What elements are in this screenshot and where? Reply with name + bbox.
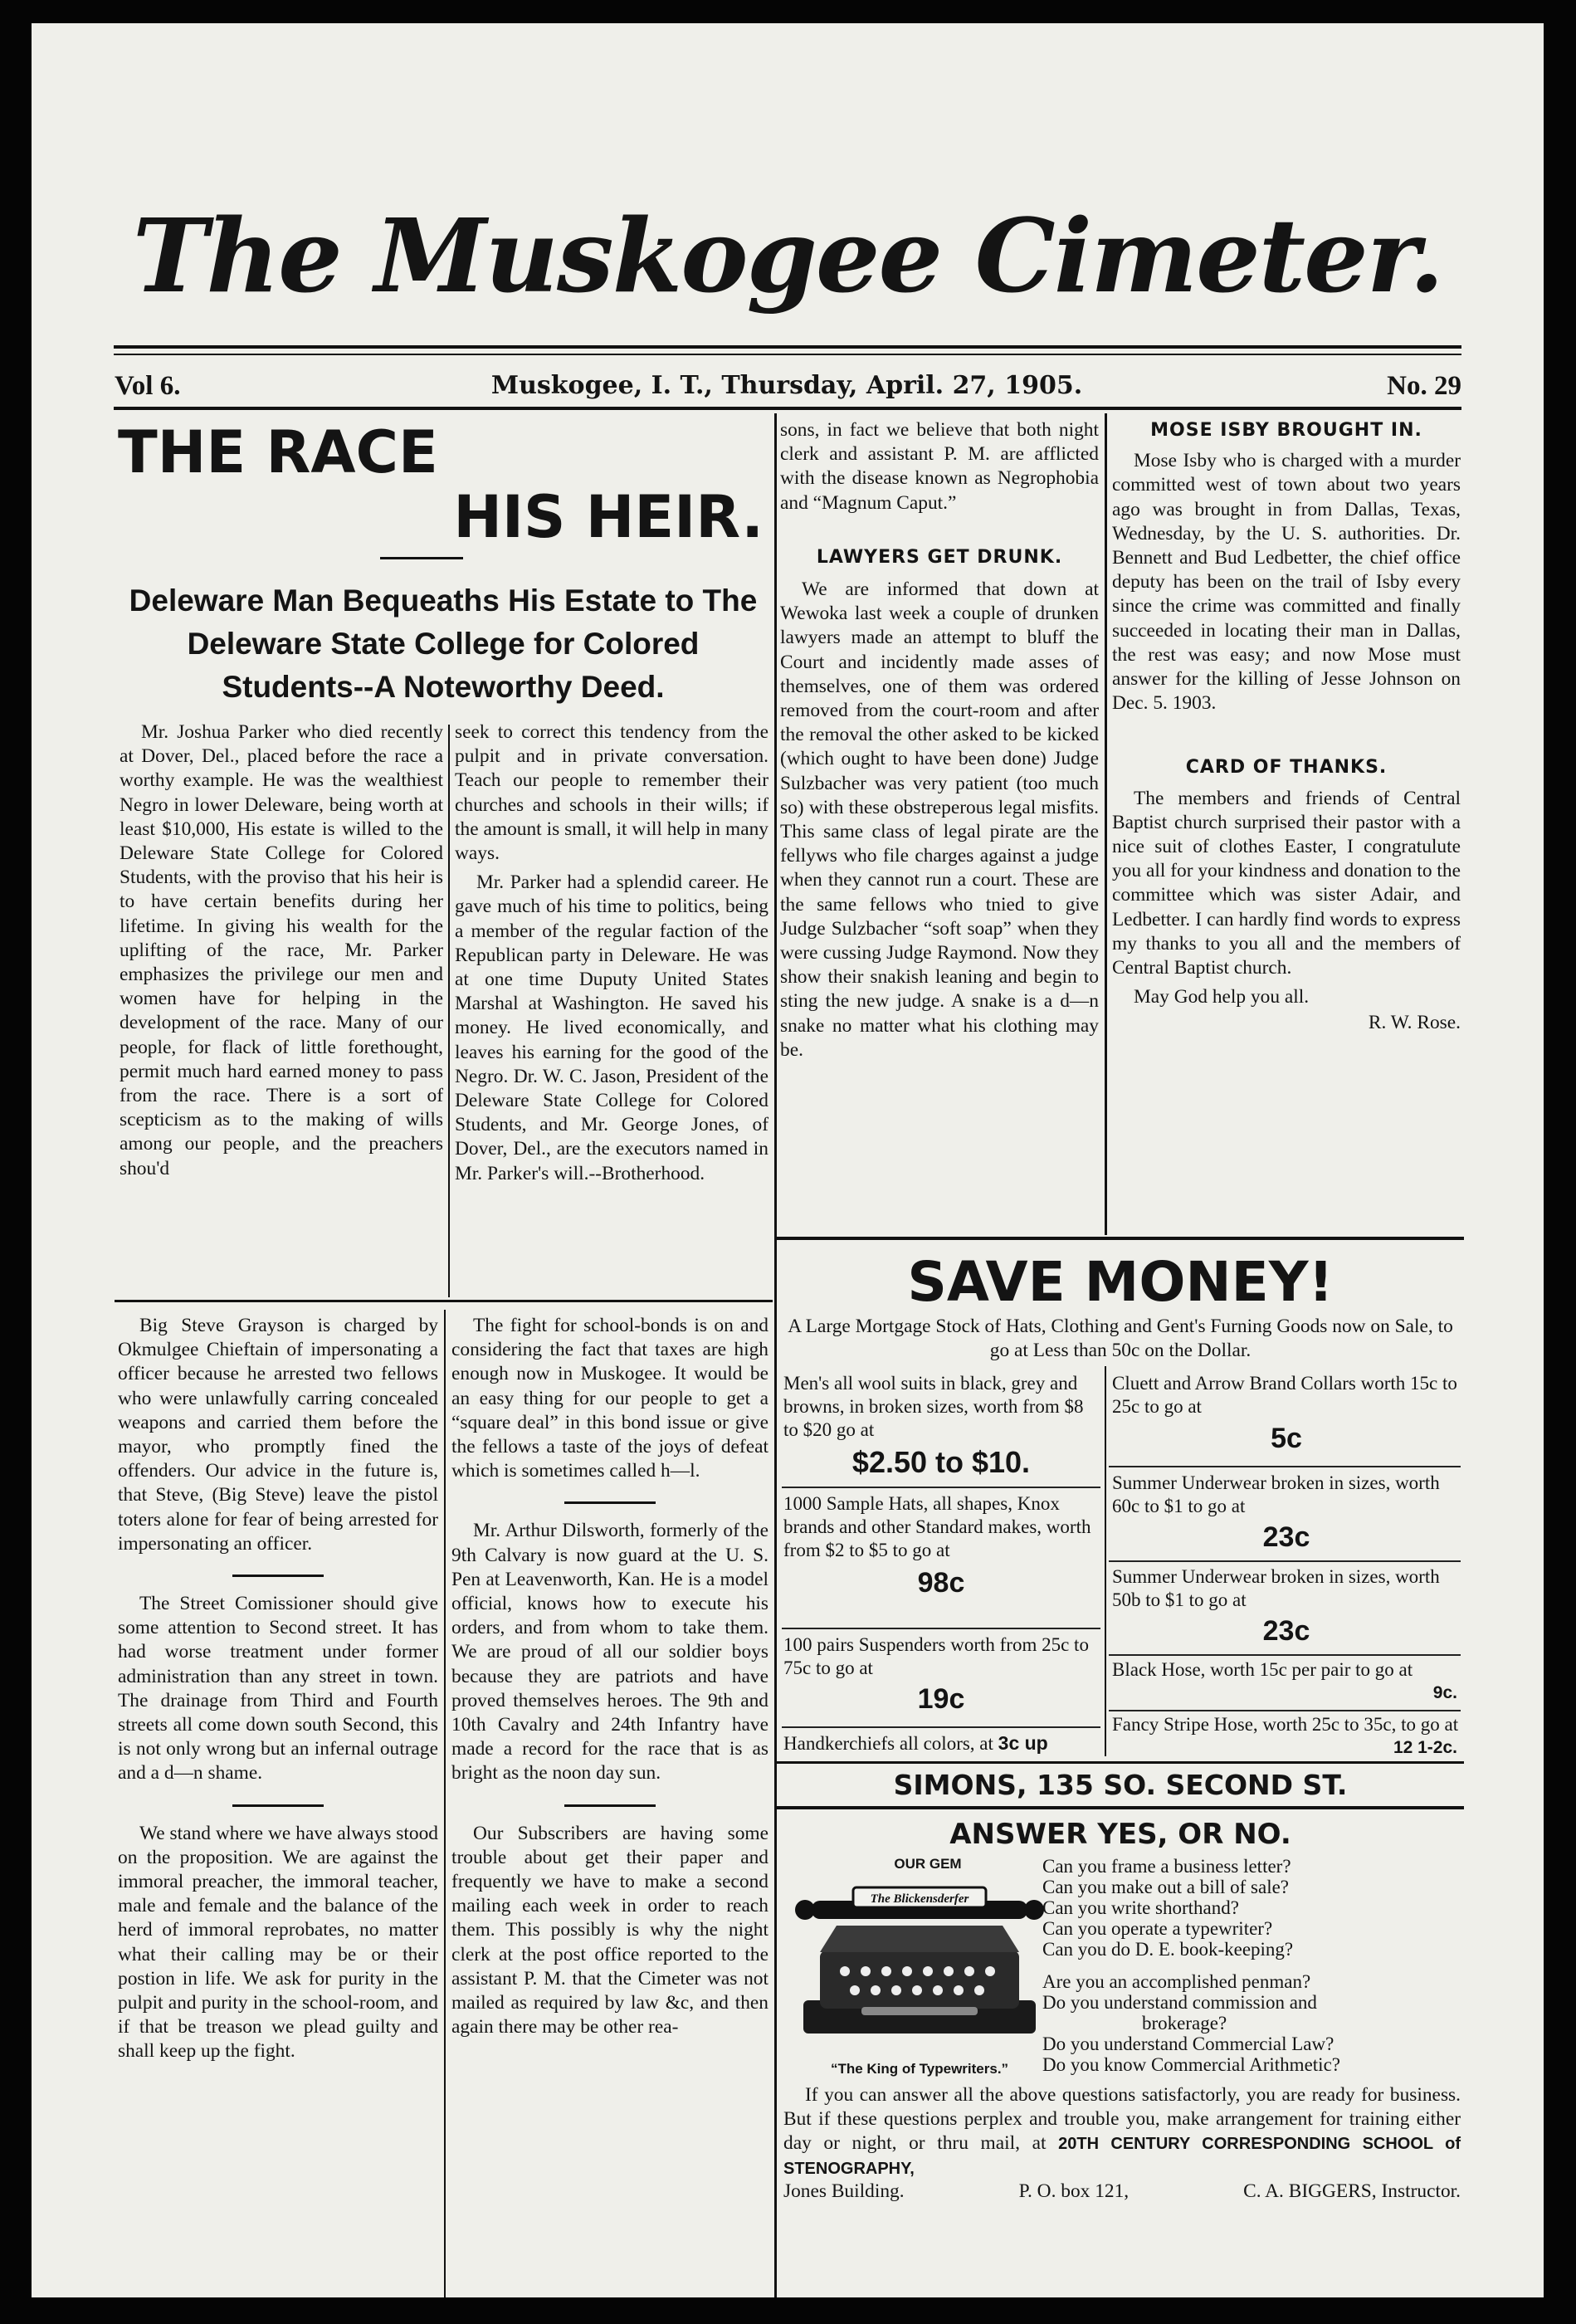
ad-item-hats	[783, 1492, 1099, 1604]
cell-rule	[782, 1726, 1100, 1728]
typewriter-caption: “The King of Typewriters.”	[830, 2061, 1009, 2077]
ad-item-fancy-hose	[1112, 1713, 1461, 1757]
ad-item-text: Men's all wool suits in black, grey and browns, in broken sizes, worth from $8 to $20 go at	[783, 1373, 1084, 1440]
ad-item-price: 19c	[917, 1683, 965, 1715]
school-ad-footer	[783, 2180, 1461, 2204]
our-gem-label: OUR GEM	[894, 1856, 962, 1872]
ad-item-price: 12 1-2c.	[1393, 1738, 1457, 1757]
lead-column-rule	[448, 725, 450, 1297]
newspaper-page	[32, 23, 1544, 2297]
ad-item-suspenders	[783, 1633, 1099, 1718]
cell-rule	[782, 1628, 1100, 1629]
school-address: Jones Building.	[783, 2180, 905, 2202]
typewriter-brand: The Blickensderfer	[870, 1892, 969, 1906]
ad-item-price: 23c	[1262, 1615, 1310, 1647]
ad-item-text: 1000 Sample Hats, all shapes, Knox brands and other Standard makes, worth from $2 to $5 to go at	[783, 1493, 1091, 1560]
masthead-rule-bottom	[114, 407, 1461, 410]
question: Can you frame a business letter?	[1042, 1856, 1291, 1877]
cell-rule	[782, 1487, 1100, 1488]
store-address: SIMONS, 135 SO. SECOND ST.	[893, 1769, 1348, 1801]
thanks-headline: CARD OF THANKS.	[1185, 757, 1388, 779]
separator	[232, 1575, 324, 1577]
lead-column-2	[455, 720, 768, 1186]
ad-item-text: Cluett and Arrow Brand Collars worth 15c to 25c to go at	[1112, 1373, 1457, 1417]
ad-item-suits	[783, 1372, 1099, 1483]
cell-rule	[1109, 1710, 1461, 1711]
school-ad-text: If you can answer all the above questions satisfactorly, you are ready for business. But if these questions perplex and trouble you, make arrangement for training either day or night, or thru mail, at	[783, 2084, 1461, 2154]
ad-item-underwear-2	[1112, 1565, 1461, 1650]
lead-paragraph: Mr. Joshua Parker who died recently at Dover, Del., placed before the race a worthy example. He was the wealthiest Negro in lower Deleware, being worth at least $10,000, His estate is willed to the Deleware State College for Colored Students, with the proviso that his heir is to have certain benefits during her lifetime. In giving his wealth for the uplifting of the race, Mr. Parker emphasizes the privilege our men and women have for helping in the development of the race. Many of our people, for flack of little forethought, permit much hard earned money to pass from the race. There is a sort of scepticism as to the making of wills among our people, and the preachers shou'd	[120, 721, 443, 1179]
masthead-rule-top-thin	[114, 354, 1461, 355]
question: Do you understand Commercial Law?	[1042, 2034, 1334, 2054]
question: Can you operate a typewriter?	[1042, 1918, 1273, 1939]
continued-text: sons, in fact we believe that both night clerk and assistant P. M. are afflicted with the disease known as Negrophobia and “Magnum Caput.”	[780, 419, 1099, 514]
question: Do you understand commission and	[1042, 1992, 1317, 2013]
column-3-top	[780, 418, 1099, 1062]
isby-headline: MOSE ISBY BROUGHT IN.	[1150, 420, 1422, 441]
thanks-body: The members and friends of Central Baptist church surprised their pastor with a nice suit of clothes Easter, I congratulute you all for your kindness and donation to the committee which was sister Adair, and Ledbetter. I can hardly find words to express my thanks to you all and the members of Central Baptist church.	[1112, 787, 1461, 979]
separator	[380, 557, 463, 559]
ad-inner-rule	[1105, 1366, 1106, 1756]
ad-item-text: Fancy Stripe Hose, worth 25c to 35c, to go at	[1112, 1714, 1459, 1735]
column-rule-2	[1105, 413, 1107, 1235]
separator	[564, 1804, 656, 1807]
separator	[564, 1501, 656, 1504]
question: Do you know Commercial Arithmetic?	[1042, 2054, 1340, 2075]
lawyers-headline: LAWYERS GET DRUNK.	[816, 546, 1063, 568]
ad-item-black-hose	[1112, 1658, 1461, 1702]
school-questions	[1042, 1856, 1461, 2075]
lower-column-2	[451, 1314, 768, 2039]
ad-item-price: 3c up	[998, 1732, 1048, 1754]
ad-item-text: Summer Underwear broken in sizes, worth 50b to $1 to go at	[1112, 1566, 1440, 1610]
cell-rule	[1109, 1466, 1461, 1467]
ad-item-price: 9c.	[1432, 1683, 1457, 1702]
school-po-box: P. O. box 121,	[1018, 2180, 1130, 2202]
column-rule-1	[774, 413, 777, 2297]
masthead-title: The Muskogee Cimeter.	[132, 196, 1443, 315]
lead-headline-2: HIS HEIR.	[453, 483, 764, 551]
question: Are you an accomplished penman?	[1042, 1971, 1311, 1992]
lawyers-body: We are informed that down at Wewoka last week a couple of drunken lawyers made an attempt to bluff the Court and incidently made asses of themselves, one of them was ordered removed from the court-room and after the removal the other asked to be kicked (which ought to have been done) Judge Sulzbacher was very patient (too much so) with these obstreperous legal misfits. This same class of legal pirate are the fellyws who file charges against a judge when they cannot run a court. These are the same fellows who tnied to give Judge Sulzbacher “soft soap” when they were cussing Judge Raymond. Now they show their snakish leaning and begin to sting the new judge. A snake is a d—n snake no matter what his clothing may be.	[780, 579, 1099, 1061]
question: brokerage?	[1142, 2013, 1227, 2034]
lead-paragraph: Mr. Parker had a splendid career. He gave much of his time to politics, being a member of the regular faction of the Republican party in Deleware. He was at one time Duputy United States Marshal at Washington. He saved his money. He lived economically, and leaves his earning for the good of the Negro. Dr. W. C. Jason, President of the Deleware State College for Colored Students, and Mr. George Jones, of Dover, Del., are the executors named in Mr. Parker's will.--Brotherhood.	[455, 872, 768, 1184]
lead-headline-1: THE RACE	[118, 418, 438, 486]
dilsworth-item: Mr. Arthur Dilsworth, formerly of the 9th Calvary is now guard at the U. S. Pen at Leavenworth, Kan. He is a model official, knows how to execute his orders, and from whom to take them. We are proud of all our soldier boys because they are patriots and have proved themselves heroes. The 9th and 10th Cavalry and 24th Infantry have made a record for the race that is as bright as the noon day sun.	[451, 1520, 768, 1784]
lower-column-rule	[444, 1310, 446, 2297]
ad-item-price: 98c	[917, 1567, 965, 1599]
thanks-close: May God help you all.	[1134, 986, 1310, 1008]
ad-item-price: $2.50 to $10.	[851, 1445, 1031, 1479]
masthead-rule-top	[114, 345, 1461, 349]
cell-rule	[1109, 1654, 1461, 1656]
school-ad-body	[783, 2083, 1461, 2181]
lead-bottom-rule	[115, 1300, 773, 1302]
question: Can you make out a bill of sale?	[1042, 1877, 1290, 1897]
ad-rule	[777, 1761, 1464, 1764]
question: Can you write shorthand?	[1042, 1897, 1239, 1918]
street-item: The Street Comissioner should give some attention to Second street. It has had worse treatment under former administration than any street in town. The drainage from Third and Fourth streets all come down south Second, this is not only wrong but an infernal outrage and a d—n shame.	[118, 1593, 438, 1784]
separator	[232, 1804, 324, 1807]
lead-column-1	[120, 720, 443, 1181]
ads-top-rule	[777, 1237, 1464, 1240]
save-money-headline: SAVE MONEY!	[907, 1250, 1334, 1314]
grayson-item: Big Steve Grayson is charged by Okmulgee Chieftain of impersonating a officer because he arrested two fellows who were unlawfully carring concealed weapons and carried them before the mayor, who promptly fined the offenders. Our advice in the future is, that Steve, (Big Steve) leave the pistol toters alone for fear of being arrested for impersonating an officer.	[118, 1315, 438, 1555]
ad-rule-heavy	[777, 1806, 1464, 1809]
typewriter-icon	[787, 1876, 1052, 2058]
ad-item-price: 23c	[1262, 1521, 1310, 1553]
column-4-top	[1112, 418, 1461, 1036]
cell-rule	[1109, 1560, 1461, 1562]
school-name: 20TH CENTURY CORRESPONDING SCHOOL of STENOGRAPHY,	[783, 2135, 1461, 2178]
dateline: Muskogee, I. T., Thursday, April. 27, 1905.	[490, 371, 1083, 400]
ad-item-text: 100 pairs Suspenders worth from 25c to 75c to go at	[783, 1634, 1089, 1678]
ad-item-price: 5c	[1271, 1423, 1302, 1454]
ad-item-collars	[1112, 1372, 1461, 1458]
ad-item-text: Summer Underwear broken in sizes, worth 60c to $1 to go at	[1112, 1472, 1440, 1516]
ad-item-underwear-1	[1112, 1472, 1461, 1556]
school-instructor: C. A. BIGGERS, Instructor.	[1243, 2180, 1461, 2202]
thanks-signature: R. W. Rose.	[1368, 1012, 1461, 1034]
question: Can you do D. E. book-keeping?	[1042, 1939, 1294, 1960]
lead-deck: Deleware Man Bequeaths His Estate to The Deleware State College for Colored Students--A Noteworthy Deed.	[129, 583, 758, 704]
lead-paragraph: seek to correct this tendency from the pulpit and in private conversation. Teach our people to remember their churches and schools in their wills; if the amount is small, it will help in many ways.	[455, 721, 768, 865]
save-money-subhead: A Large Mortgage Stock of Hats, Clothing and Gent's Furning Goods now on Sale, to go at Less than 50c on the Dollar.	[788, 1316, 1453, 1361]
ad-item-text: Black Hose, worth 15c per pair to go at	[1112, 1659, 1413, 1680]
stand-item: We stand where we have always stood on the proposition. We are against the immoral preacher, the immoral teacher, male and female and the balance of the herd of immoral reprobates, no matter what their calling may be or their postion in life. We ask for purity in the pulpit and purity in the school-room, and if that be treason we plead guilty and shall keep up the fight.	[118, 1822, 438, 2063]
subscribers-item: Our Subscribers are having some trouble about get their paper and frequently we have to make a second mailing each week in order to reach them. This possibly is why the night clerk at the post office reported to the assistant P. M. that the Cimeter was not mailed as required by law &c, and then again there may be other rea-	[451, 1822, 768, 2038]
isby-body: Mose Isby who is charged with a murder committed west of town about two years ago was brought in from Dallas, Texas, Wednesday, by the U. S. authorities. Dr. Bennett and Bud Ledbetter, the chief office deputy has been on the trail of Isby every since the crime was committed and finally succeeded in locating their man in Dallas, the rest was easy; and now Mose must answer for the killing of Jesse Johnson on Dec. 5. 1903.	[1112, 450, 1461, 715]
issue-number: No. 29	[1387, 371, 1461, 401]
school-ad-headline: ANSWER YES, OR NO.	[949, 1818, 1291, 1851]
ad-item-text: Handkerchiefs all colors, at	[783, 1733, 993, 1754]
ad-item-handkerchiefs	[783, 1731, 1099, 1755]
spacer	[1042, 1960, 1461, 1971]
lower-column-1	[118, 1314, 438, 2064]
bonds-item: The fight for school-bonds is on and considering the fact that taxes are high enough now in Muskogee. It would be an easy thing for our people to get a “square deal” in this bond issue or give the fellows a taste of the joys of defeat which is sometimes called h—l.	[451, 1315, 768, 1482]
volume-label: Vol 6.	[115, 371, 181, 401]
